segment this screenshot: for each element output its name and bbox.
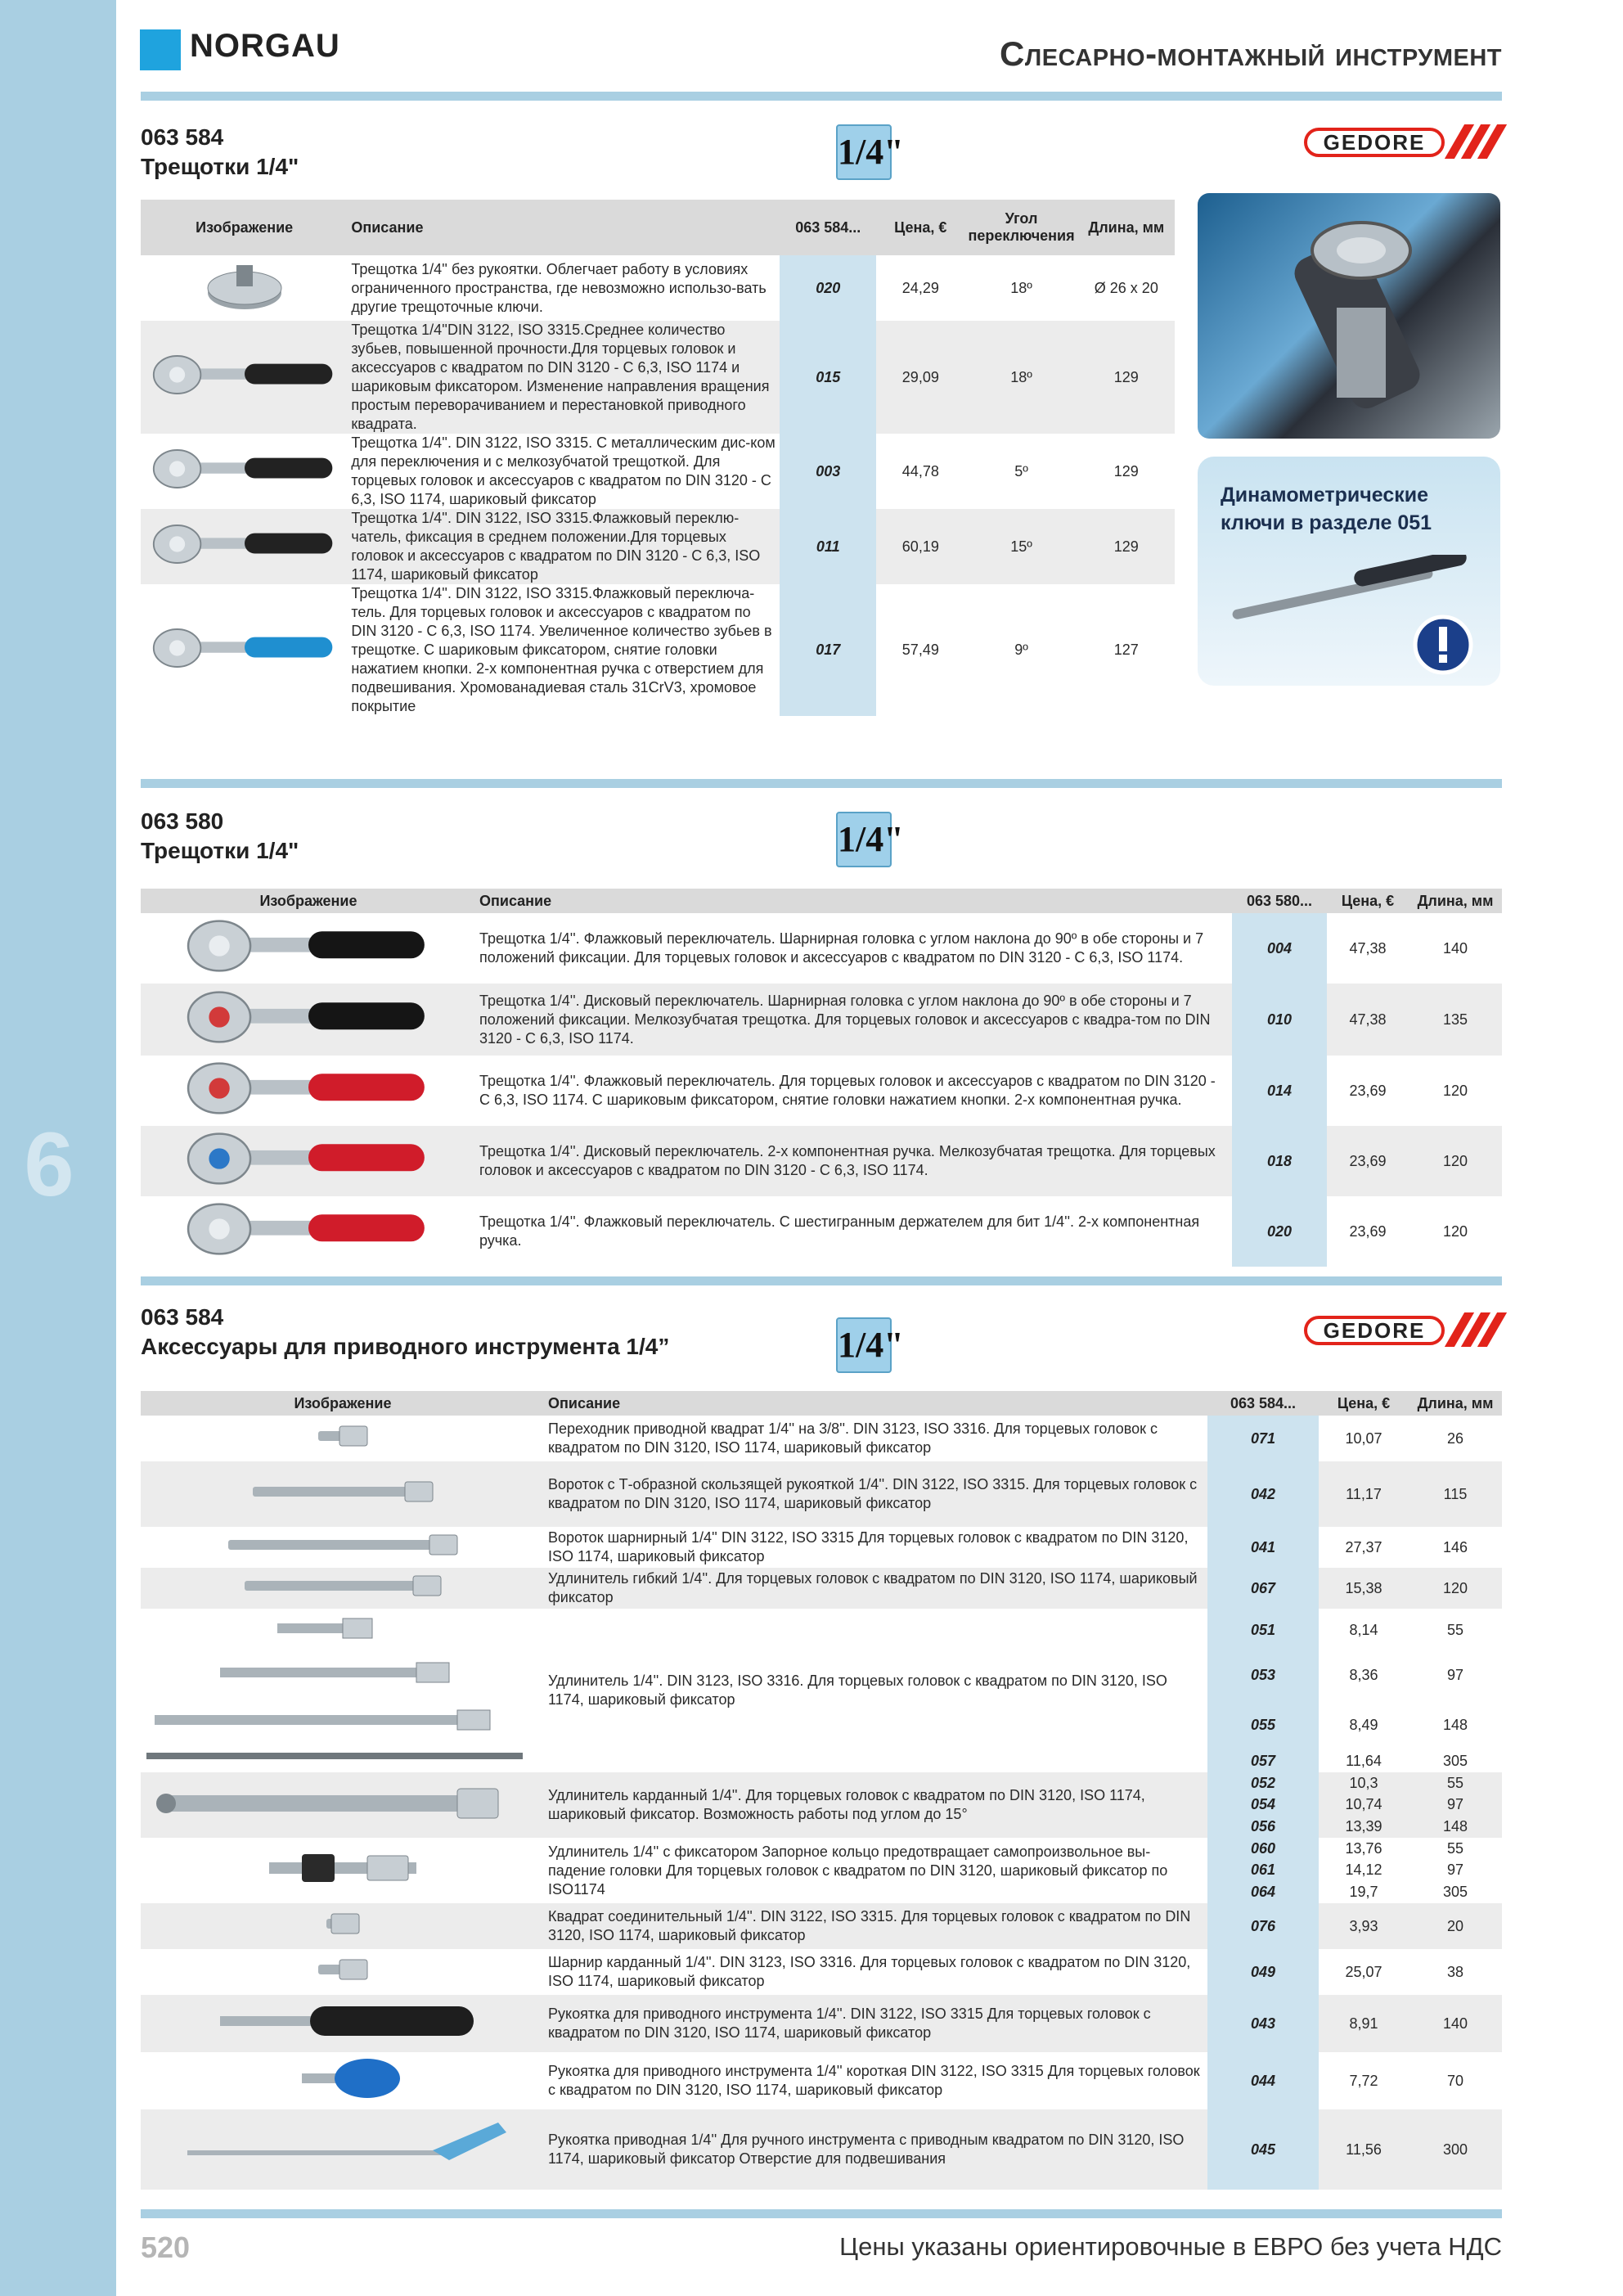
section-3-title: Аксессуары для приводного инструмента 1/4”: [141, 1334, 670, 1359]
accessory-image: [141, 1772, 545, 1838]
row-length: 120: [1442, 1222, 1468, 1240]
table-row: [141, 1903, 1502, 1949]
ratchet-image: [141, 1056, 476, 1126]
row-code: 011: [780, 509, 876, 584]
ratchet-image: [141, 1196, 476, 1267]
ratchet-image: [141, 255, 348, 321]
table-row: [141, 1995, 1502, 2052]
row-code: 015: [780, 321, 876, 434]
row-angle: 9º: [1014, 642, 1028, 658]
col-angle: Угол переключения: [964, 200, 1077, 255]
row-code: 020: [1232, 1196, 1327, 1267]
accessory-image: [141, 1838, 545, 1903]
section-1-code: 063 584: [141, 124, 224, 150]
gedore-logo-text: GEDORE: [1304, 1316, 1445, 1345]
row-code: 020: [780, 255, 876, 321]
row-price: 15,38: [1319, 1568, 1409, 1609]
table-row: [141, 2052, 1502, 2109]
row-price: 10,74: [1319, 1794, 1409, 1817]
row-length: 140: [1442, 939, 1468, 957]
row-price: 27,37: [1345, 1538, 1382, 1555]
table-row: [141, 1056, 1502, 1126]
table-row: [141, 1609, 1502, 1652]
row-price: 25,07: [1345, 1963, 1382, 1980]
gedore-logo-2: [1304, 1311, 1500, 1348]
section-2-title: Трещотки 1/4": [141, 838, 299, 863]
col-image: Изображение: [141, 200, 348, 255]
row-description: Трещотка 1/4''. DIN 3122, ISO 3315.Флажковый переклю-чатель, фиксация в среднем положении.Для торцевых головок и аксессуаров с квадратом по DIN 3120 - C 6,3, ISO 1174, шариковый фиксатор: [348, 509, 780, 584]
row-length: Ø 26 x 20: [1094, 279, 1158, 296]
row-description: Трещотка 1/4''. Дисковый переключатель. 2-х компонентная ручка. Мелкозубчатая трещотка. Для торцевых головок и аксессуаров с квадратом по DIN 3120 - C 6,3, ISO 1174.: [476, 1126, 1232, 1196]
row-description: Трещотка 1/4'' без рукоятки. Облегчает работу в условиях ограниченного пространства, где невозможно использо-вать другие трещоточные ключи.: [351, 260, 767, 315]
row-length: 120: [1409, 1568, 1502, 1609]
ratchet-image: [141, 509, 348, 584]
row-code: 043: [1207, 1995, 1319, 2052]
row-length: 55: [1409, 1772, 1502, 1794]
row-length: 120: [1442, 1082, 1468, 1099]
accessory-image: [141, 1568, 545, 1609]
footer-note: Цены указаны ориентировочные в ЕВРО без учета НДС: [839, 2232, 1502, 2261]
row-length: 305: [1442, 1753, 1468, 1770]
row-price: 23,69: [1349, 1222, 1387, 1240]
accessory-image: [141, 2109, 545, 2190]
row-code: 044: [1207, 2052, 1319, 2109]
col-desc: Описание: [348, 200, 780, 255]
row-length: 55: [1446, 1839, 1464, 1857]
table-row: [141, 2109, 1502, 2190]
section-divider-2: [141, 1276, 1502, 1285]
row-description: Шарнир карданный 1/4''. DIN 3123, ISO 3316. Для торцевых головок с квадратом по DIN 3120, ISO 1174, шариковый фиксатор: [548, 1954, 1191, 1989]
col-length: Длина, мм: [1409, 889, 1502, 913]
row-description: Трещотка 1/4''. DIN 3122, ISO 3315.Флажковый переключа-тель. Для торцевых головок и аксессуаров с квадратом по DIN 3120 - C 6,3, ISO 1174. Увеличенное количество зубьев в трещотке. С шариковым фиксатором, снятие головки нажатием кнопки. 2-х компонентная ручка с отверстием для подвешивания. Хромованадиевая сталь 31CrV3, хромовое покрытие: [351, 585, 772, 714]
ratchets-table-2: [141, 889, 1502, 1267]
accessory-image: [141, 1949, 545, 1995]
chapter-number: 6: [24, 1114, 74, 1215]
row-price: 47,38: [1327, 984, 1409, 1056]
col-price: Цена, €: [876, 200, 964, 255]
table-row: [141, 1461, 1502, 1527]
row-description: Трещотка 1/4''DIN 3122, ISO 3315.Среднее количество зубьев, повышенной прочности.Для торцевых головок и аксессуаров с квадратом по DIN 3120 - C 6,3, ISO 1174 и шариковым фиксатором. Изменение направления вращения простым переворачиванием и перестановкой приводного квадрата.: [348, 321, 780, 434]
row-price: 44,78: [901, 462, 939, 479]
table-row: [141, 1568, 1502, 1609]
table-row: [141, 509, 1175, 584]
section-divider-1: [141, 779, 1502, 788]
header-divider: [141, 92, 1502, 101]
size-badge-1: 1/4": [836, 124, 892, 180]
accessory-image: [141, 1416, 545, 1461]
row-code: 056: [1207, 1816, 1319, 1838]
row-length: 20: [1409, 1903, 1502, 1949]
row-code: 051: [1207, 1609, 1319, 1652]
row-description: Удлинитель 1/4'' с фиксатором Запорное кольцо предотвращает самопроизвольное вы-падение головки Для торцевых головок с квадратом по DIN 3120, шариковый фиксатор по ISO1174: [548, 1843, 1168, 1898]
accessory-image: [141, 1903, 545, 1949]
row-code: 049: [1207, 1949, 1319, 1995]
row-price: 11,64: [1346, 1753, 1382, 1770]
accessory-image: [141, 1527, 545, 1568]
row-length: 129: [1113, 462, 1139, 479]
row-length: 148: [1409, 1816, 1502, 1838]
row-code: 053: [1207, 1652, 1319, 1700]
row-code: 067: [1207, 1568, 1319, 1609]
row-code: 042: [1207, 1461, 1319, 1527]
row-price: 13,39: [1319, 1816, 1409, 1838]
accessories-table: [141, 1391, 1502, 2190]
row-code: 014: [1232, 1056, 1327, 1126]
row-description: Квадрат соединительный 1/4''. DIN 3122, ISO 3315. Для торцевых головок с квадратом по DIN 3120, ISO 1174, шариковый фиксатор: [545, 1903, 1207, 1949]
row-code: 055: [1207, 1699, 1319, 1751]
page-title: Слесарно-монтажный инструмент: [1000, 34, 1502, 73]
row-price: 8,49: [1349, 1716, 1378, 1733]
row-price: 3,93: [1319, 1903, 1409, 1949]
ratchet-image: [141, 1126, 476, 1196]
ratchet-image: [141, 434, 348, 509]
section-3-code: 063 584: [141, 1304, 224, 1330]
row-length: 146: [1442, 1538, 1468, 1555]
row-description: Удлинитель 1/4''. DIN 3123, ISO 3316. Для торцевых головок с квадратом по DIN 3120, ISO 1174, шариковый фиксатор: [548, 1672, 1167, 1708]
row-length: 70: [1446, 2072, 1464, 2089]
row-code: 004: [1232, 913, 1327, 984]
row-length: 38: [1446, 1963, 1464, 1980]
gedore-logo-text: GEDORE: [1304, 128, 1445, 157]
size-badge-3: 1/4": [836, 1317, 892, 1373]
row-code: 010: [1232, 984, 1327, 1056]
row-angle: 5º: [1014, 462, 1028, 479]
row-length: 120: [1409, 1126, 1502, 1196]
row-length: 305: [1442, 1884, 1468, 1901]
row-price: 23,69: [1327, 1126, 1409, 1196]
row-length: 26: [1446, 1429, 1464, 1447]
page-number: 520: [141, 2231, 191, 2264]
accessory-image: [141, 1995, 545, 2052]
row-description: Вороток с Т-образной скользящей рукояткой 1/4''. DIN 3122, ISO 3315. Для торцевых головок с квадратом по DIN 3120, ISO 1174, шариковый фиксатор: [545, 1461, 1207, 1527]
table-row: [141, 1196, 1502, 1267]
row-code: 041: [1207, 1527, 1319, 1568]
row-description: Трещотка 1/4''. Дисковый переключатель. Шарнирная головка с углом наклона до 90º в обе стороны и 7 положений фиксации. Мелкозубчатая трещотка. Для торцевых головок и аксессуаров с квадра-том по DIN 3120 - C 6,3, ISO 1174.: [476, 984, 1232, 1056]
row-length: 97: [1446, 1862, 1464, 1879]
row-price: 19,7: [1349, 1884, 1378, 1901]
row-price: 10,07: [1345, 1429, 1382, 1447]
row-price: 8,36: [1349, 1667, 1378, 1684]
col-code: 063 580...: [1232, 889, 1327, 913]
col-image: Изображение: [141, 1391, 545, 1416]
row-description: Рукоятка для приводного инструмента 1/4''. DIN 3122, ISO 3315 Для торцевых головок с квадратом по DIN 3120, ISO 1174, шариковый фиксатор: [545, 1995, 1207, 2052]
promo-box: [1198, 457, 1500, 686]
norgau-logo-square: [140, 29, 181, 70]
row-length: 135: [1409, 984, 1502, 1056]
accessory-image: [141, 1461, 545, 1527]
row-price: 24,29: [901, 279, 939, 296]
row-price: 13,76: [1345, 1839, 1382, 1857]
row-code: 076: [1207, 1903, 1319, 1949]
row-price: 47,38: [1349, 939, 1387, 957]
row-code: 060: [1207, 1838, 1319, 1860]
ratchets-table-1: [141, 200, 1175, 716]
row-price: 10,3: [1319, 1772, 1409, 1794]
row-price: 8,14: [1349, 1621, 1378, 1638]
ratchet-photo: [1198, 193, 1500, 439]
row-length: 300: [1409, 2109, 1502, 2190]
row-angle: 18º: [1010, 279, 1032, 296]
footer-divider: [141, 2209, 1502, 2218]
row-description: Вороток шарнирный 1/4'' DIN 3122, ISO 3315 Для торцевых головок с квадратом по DIN 3120, ISO 1174, шариковый фиксатор: [548, 1529, 1189, 1564]
row-code: 054: [1207, 1794, 1319, 1817]
row-price: 29,09: [876, 321, 964, 434]
row-code: 052: [1207, 1772, 1319, 1794]
row-description: Удлинитель гибкий 1/4''. Для торцевых головок с квадратом по DIN 3120, ISO 1174, шариковый фиксатор: [545, 1568, 1207, 1609]
ratchet-image: [141, 321, 348, 434]
row-length: 97: [1409, 1794, 1502, 1817]
table-row: [141, 1949, 1502, 1995]
row-description: Переходник приводной квадрат 1/4'' на 3/8''. DIN 3123, ISO 3316. Для торцевых головок с квадратом по DIN 3120, ISO 1174, шариковый фиксатор: [548, 1420, 1158, 1456]
gedore-logo-1: [1304, 123, 1500, 160]
row-angle: 15º: [964, 509, 1077, 584]
section-2-code: 063 580: [141, 808, 224, 834]
promo-text: Динамометрические ключи в разделе 051: [1221, 484, 1432, 534]
ratchet-image: [141, 984, 476, 1056]
row-description: Удлинитель карданный 1/4''. Для торцевых головок с квадратом по DIN 3120, ISO 1174, шариковый фиксатор. Возможность работы под углом до 15°: [545, 1772, 1207, 1838]
table-row: [141, 321, 1175, 434]
row-length: 115: [1409, 1461, 1502, 1527]
row-price: 14,12: [1345, 1862, 1382, 1879]
row-price: 23,69: [1349, 1082, 1387, 1099]
size-badge-2: 1/4": [836, 812, 892, 867]
accessory-image: [141, 1609, 545, 1772]
col-length: Длина, мм: [1409, 1391, 1502, 1416]
row-description: Трещотка 1/4''. Флажковый переключатель. Шарнирная головка с углом наклона до 90º в обе стороны и 7 положений фиксации. Для торцевых головок и аксессуаров с квадратом по DIN 3120 - C 6,3, ISO 1174.: [479, 930, 1204, 966]
row-description: Трещотка 1/4''. Флажковый переключатель. Для торцевых головок и аксессуаров с квадратом по DIN 3120 - C 6,3, ISO 1174. С шариковым фиксатором, снятие головки нажатием кнопки. 2-х компонентная ручка.: [479, 1073, 1216, 1108]
row-length: 148: [1442, 1716, 1468, 1733]
row-code: 045: [1207, 2109, 1319, 2190]
norgau-logo: NORGAU: [190, 28, 340, 64]
table-row: [141, 1772, 1502, 1794]
section-1-title: Трещотки 1/4": [141, 154, 299, 179]
row-code: 018: [1232, 1126, 1327, 1196]
row-code: 064: [1207, 1881, 1319, 1903]
row-price: 11,17: [1319, 1461, 1409, 1527]
table-row: [141, 584, 1175, 716]
row-code: 003: [780, 434, 876, 509]
row-price: 8,91: [1319, 1995, 1409, 2052]
row-code: 061: [1207, 1860, 1319, 1882]
ratchet-image: [141, 584, 348, 716]
table-row: [141, 255, 1175, 321]
row-code: 017: [780, 584, 876, 716]
row-price: 11,56: [1319, 2109, 1409, 2190]
row-description: Рукоятка приводная 1/4'' Для ручного инструмента с приводным квадратом по DIN 3120, ISO 1174, шариковый фиксатор Отверстие для подвешивания: [545, 2109, 1207, 2190]
table-row: [141, 1838, 1502, 1860]
col-desc: Описание: [476, 889, 1232, 913]
col-desc: Описание: [545, 1391, 1207, 1416]
row-length: 127: [1113, 642, 1139, 658]
accessory-image: [141, 2052, 545, 2109]
ratchet-image: [141, 913, 476, 984]
row-length: 140: [1409, 1995, 1502, 2052]
col-code: 063 584...: [1207, 1391, 1319, 1416]
row-price: 7,72: [1349, 2072, 1378, 2089]
table-row: [141, 434, 1175, 509]
row-code: 057: [1207, 1751, 1319, 1772]
row-length: 129: [1078, 321, 1175, 434]
row-price: 60,19: [876, 509, 964, 584]
row-description: Трещотка 1/4''. Флажковый переключатель. С шестигранным держателем для бит 1/4''. 2-х компонентная ручка.: [479, 1213, 1200, 1249]
row-description: Трещотка 1/4''. DIN 3122, ISO 3315. С металлическим дис-ком для переключения и с мелкозубчатой трещоткой. Для торцевых головок и аксессуаров с квадратом по DIN 3120 - C 6,3, ISO 1174, шариковый фиксатор: [351, 434, 776, 507]
row-angle: 18º: [964, 321, 1077, 434]
col-price: Цена, €: [1327, 889, 1409, 913]
col-code: 063 584...: [780, 200, 876, 255]
table-row: [141, 984, 1502, 1056]
table-row: [141, 1416, 1502, 1461]
row-length: 55: [1446, 1621, 1464, 1638]
row-price: 57,49: [901, 642, 939, 658]
col-length: Длина, мм: [1078, 200, 1175, 255]
table-row: [141, 1126, 1502, 1196]
col-image: Изображение: [141, 889, 476, 913]
row-length: 97: [1446, 1667, 1464, 1684]
col-price: Цена, €: [1319, 1391, 1409, 1416]
row-length: 129: [1078, 509, 1175, 584]
table-row: [141, 1527, 1502, 1568]
row-code: 071: [1207, 1416, 1319, 1461]
table-row: [141, 913, 1502, 984]
row-description: Рукоятка для приводного инструмента 1/4'' короткая DIN 3122, ISO 3315 Для торцевых головок с квадратом по DIN 3120, ISO 1174, шариковый фиксатор: [548, 2063, 1200, 2098]
